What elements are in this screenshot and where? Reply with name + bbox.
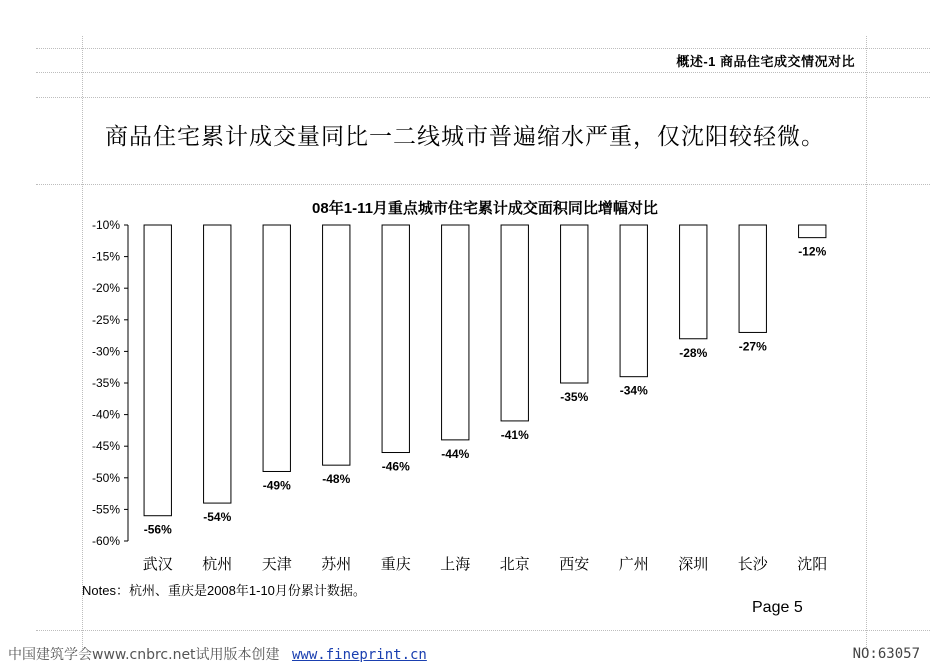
bar xyxy=(144,225,171,516)
y-tick-label: -10% xyxy=(91,218,120,232)
bar xyxy=(561,225,588,383)
x-tick-label: 长沙 xyxy=(737,555,768,573)
y-tick-label: -45% xyxy=(91,439,120,454)
guide-line xyxy=(36,72,930,73)
bar xyxy=(442,225,469,440)
guide-line xyxy=(36,630,930,631)
data-label: -44% xyxy=(441,446,470,461)
x-tick-label: 重庆 xyxy=(380,555,411,573)
data-label: -41% xyxy=(500,427,529,442)
guide-line xyxy=(36,48,930,49)
watermark-text: 中国建筑学会www.cnbrc.net试用版本创建 xyxy=(8,647,280,663)
x-tick-label: 杭州 xyxy=(202,555,233,573)
y-tick-label: -55% xyxy=(91,502,120,517)
bar xyxy=(680,225,707,339)
headline: 商品住宅累计成交量同比一二线城市普遍缩水严重，仅沈阳较轻微。 xyxy=(105,123,825,149)
bar xyxy=(323,225,350,465)
bar xyxy=(263,225,290,471)
y-tick-label: -20% xyxy=(91,281,120,296)
x-tick-label: 武汉 xyxy=(142,555,173,573)
x-tick-label: 上海 xyxy=(440,555,471,573)
bar xyxy=(501,225,528,421)
x-tick-label: 深圳 xyxy=(678,555,709,573)
bar-chart xyxy=(0,190,950,590)
watermark-link[interactable]: www.fineprint.cn xyxy=(292,647,427,663)
bar xyxy=(799,225,826,238)
data-label: -28% xyxy=(679,345,708,360)
bar xyxy=(739,225,766,332)
y-tick-label: -40% xyxy=(91,407,120,422)
x-tick-label: 天津 xyxy=(261,555,292,573)
guide-line xyxy=(36,184,930,185)
bar xyxy=(620,225,647,377)
chart-notes: Notes：杭州、重庆是2008年1-10月份累计数据。 xyxy=(82,583,366,598)
data-label: -27% xyxy=(738,339,767,354)
data-label: -49% xyxy=(262,478,291,493)
watermark xyxy=(8,644,427,664)
x-tick-label: 沈阳 xyxy=(797,555,828,573)
x-tick-label: 苏州 xyxy=(321,555,352,573)
x-tick-label: 北京 xyxy=(499,555,530,573)
data-label: -56% xyxy=(143,522,172,537)
data-label: -48% xyxy=(322,472,351,487)
data-label: -12% xyxy=(798,244,827,259)
y-tick-label: -50% xyxy=(91,470,120,485)
data-label: -35% xyxy=(560,390,589,404)
section-label: 概述-1 商品住宅成交情况对比 xyxy=(676,54,855,69)
data-label: -34% xyxy=(619,383,648,398)
guide-line xyxy=(36,97,930,98)
y-tick-label: -15% xyxy=(91,249,120,264)
bar xyxy=(204,225,231,503)
y-tick-label: -60% xyxy=(91,534,120,548)
chart-title: 08年1-11月重点城市住宅累计成交面积同比增幅对比 xyxy=(312,200,658,217)
y-tick-label: -25% xyxy=(91,312,120,327)
y-tick-label: -30% xyxy=(91,344,120,359)
document-number: NO:63057 xyxy=(852,646,920,662)
x-tick-label: 西安 xyxy=(559,555,590,573)
bar xyxy=(382,225,409,453)
data-label: -46% xyxy=(381,459,410,474)
page-number: Page 5 xyxy=(752,599,803,616)
x-tick-label: 广州 xyxy=(618,555,649,573)
data-label: -54% xyxy=(203,510,232,525)
y-tick-label: -35% xyxy=(91,376,120,390)
